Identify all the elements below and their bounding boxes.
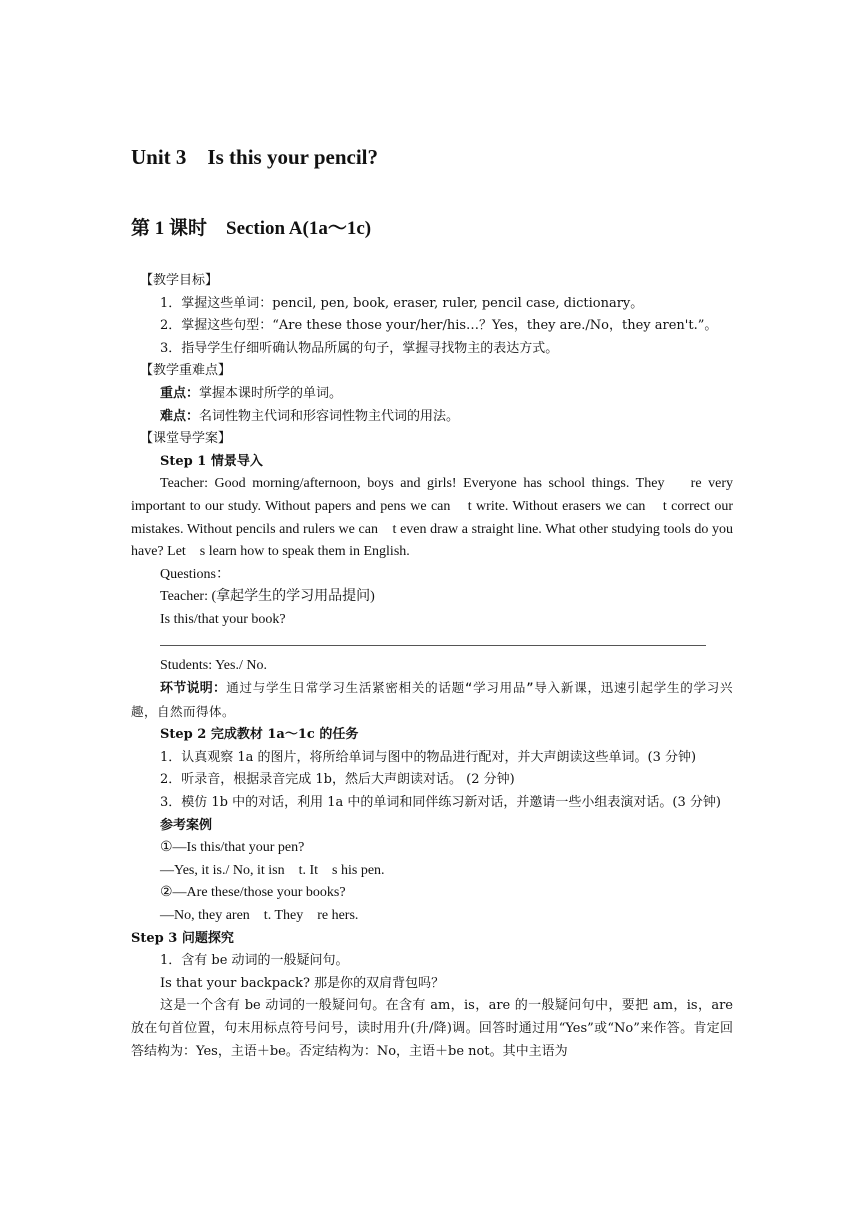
difficulty-text: 名词性物主代词和形容词性物主代词的用法。 [199, 408, 460, 424]
document-body [131, 270, 737, 1063]
step3-label: Step 3 问题探究 [131, 930, 234, 946]
step2-item: 3．模仿 1b 中的对话，利用 1a 中的单词和同伴练习新对话，并邀请一些小组表演对话。(3 分钟) [160, 795, 721, 811]
step3-point: 1．含有 be 动词的一般疑问句。 [160, 953, 349, 969]
guide-heading: 【课堂导学案】 [140, 431, 232, 447]
focus-label: 重点： [160, 385, 200, 401]
note-label: 环节说明： [160, 681, 227, 697]
reference-label: 参考案例 [160, 817, 213, 833]
focus-text: 掌握本课时所学的单词。 [199, 385, 343, 401]
step3-explanation: 这是一个含有 be 动词的一般疑问句。在含有 am，is，are 的一般疑问句中，要把 am，is，are 放在句首位置，句末用标点符号问号，读时用升(升/降)调。回答时通过用“Yes”或“No”来作答。肯定回答结构为：Yes，主语＋be。否定结构为：No，主语＋be not。其中主语为 [131, 998, 733, 1059]
dialogue-line: ②—Are these/those your books? [160, 885, 346, 901]
step2-label: Step 2 完成教材 1a～1c 的任务 [160, 727, 359, 743]
step1-label: Step 1 情景导入 [160, 453, 263, 469]
step3-example: Is that your backpack? 那是你的双肩背包吗？ [160, 975, 445, 991]
difficulty-label: 难点： [160, 408, 200, 424]
note-text: 通过与学生日常学习生活紧密相关的话题“学习用品”导入新课，迅速引起学生的学习兴趣，自然而得体。 [131, 680, 733, 719]
goals-heading: 【教学目标】 [140, 273, 219, 288]
step1-questions: Questions： [160, 566, 230, 582]
dialogue-line: —Yes, it is./ No, it isn t. It s his pen. [160, 862, 385, 878]
goal-item: 1．掌握这些单词：pencil, pen, book, eraser, ruler, pencil case, dictionary。 [160, 295, 644, 311]
step1-note [131, 677, 733, 724]
goal-item: 3．指导学生仔细听确认物品所属的句子，掌握寻找物主的表达方式。 [160, 340, 559, 356]
step1-teacher-action: Teacher: (拿起学生的学习用品提问) [160, 589, 375, 605]
step1-question: Is this/that your book? [160, 611, 286, 627]
difficulty-line [131, 406, 733, 429]
step2-item: 2．听录音，根据录音完成 1b，然后大声朗读对话。 (2 分钟) [160, 772, 515, 788]
key-points-heading: 【教学重难点】 [140, 363, 232, 379]
step1-students: Students: Yes./ No. [160, 657, 267, 673]
step1-teacher-text: Teacher: Good morning/afternoon, boys and girls! Everyone has school things. They re very important to our study. Without papers and pens we can t write. Without erasers we can t correct our mistakes. Without pencils and rulers we can t even draw a straight line. What other studying tools do you have? Let s learn how to speak them in English. [131, 476, 737, 560]
unit-title: Unit 3 Is this your pencil? [131, 145, 378, 169]
goal-item: 2．掌握这些句型：“Are these those your/her/his…？Yes，they are./No，they aren't.”。 [160, 318, 718, 334]
focus-line [131, 383, 733, 406]
answer-blank-line [160, 632, 706, 646]
section-title: 第 1 课时 Section A(1a～1c) [131, 218, 372, 239]
step2-item: 1．认真观察 1a 的图片，将所给单词与图中的物品进行配对，并大声朗读这些单词。(3 分钟) [160, 749, 697, 765]
dialogue-line: ①—Is this/that your pen? [160, 840, 305, 856]
dialogue-line: —No, they aren t. They re hers. [160, 908, 359, 924]
